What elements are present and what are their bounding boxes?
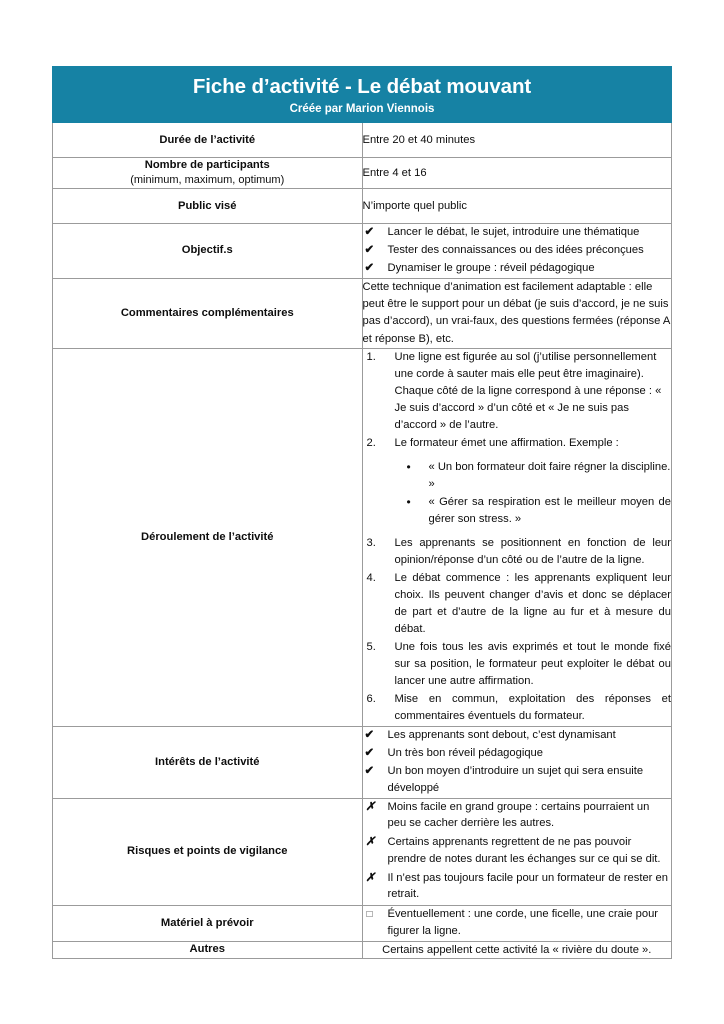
table-row [53,123,672,158]
list-item-label: Les apprenants sont debout, c’est dynamisant [387,729,616,742]
check-icon: ✔ [364,243,375,256]
row-label-objectifs: Objectif.s [53,224,363,278]
step-text: Le formateur émet une affirmation. Exemple : [394,437,619,450]
table-row-header [53,67,672,123]
list-item [363,535,672,569]
list-item-label: Il n’est pas toujours facile pour un formateur de rester en retrait. [387,871,668,901]
list-item [363,242,672,259]
deroulement-examples [395,459,672,528]
list-item-label: Dynamiser le groupe : réveil pédagogique [387,261,595,274]
list-item [363,799,672,833]
row-value-autres: Certains appellent cette activité la « rivière du doute ». [362,941,672,958]
row-label-interets: Intérêts de l’activité [53,727,363,798]
cross-icon: ✗ [365,836,376,849]
risques-list [363,799,672,904]
page-subtitle: Créée par Marion Viennois [289,102,435,115]
list-item-label: Moins facile en grand groupe : certains pourraient un peu se cacher derrière les autres. [387,800,650,830]
row-value-objectifs [362,224,672,278]
list-item [363,906,672,940]
cross-icon: ✗ [365,800,376,813]
objectifs-list [363,224,672,276]
row-label-deroulement: Déroulement de l’activité [53,348,363,726]
list-item [363,834,672,868]
step-text: Le débat commence : les apprenants expliquent leur choix. Ils peuvent changer d’avis et donc se déplacer de part et d’autre de la ligne au fur et à mesure du débat. [394,572,671,636]
table-row [53,189,672,224]
example-text: « Un bon formateur doit faire régner la discipline. » [428,461,671,491]
header-banner [53,67,672,123]
row-label-participants [53,158,363,189]
row-label-duree: Durée de l’activité [53,123,363,158]
table-row [53,348,672,726]
list-item [363,727,672,744]
check-icon: ✔ [364,747,375,760]
list-item [363,224,672,241]
activity-sheet [52,66,672,959]
list-item-label: Certains apprenants regrettent de ne pas pouvoir prendre de notes durant les échanges sur ce qui se dit. [387,836,661,865]
check-icon: ✔ [364,261,375,274]
cross-icon: ✗ [365,871,376,884]
interets-list [363,727,672,796]
row-value-materiel [362,906,672,942]
activity-table [52,66,672,959]
list-item-label: Éventuellement : une corde, une ficelle, une craie pour figurer la ligne. [387,908,659,938]
list-item [363,570,672,638]
list-item [363,763,672,797]
materiel-list [363,906,672,940]
list-item [363,349,672,434]
row-label-materiel: Matériel à prévoir [53,906,363,942]
list-item [363,639,672,690]
list-item-label: Lancer le débat, le sujet, introduire une thématique [387,226,640,239]
list-item [395,459,672,493]
row-value-duree: Entre 20 et 40 minutes [362,123,672,158]
table-row [53,906,672,942]
table-row [53,224,672,278]
step-text: Les apprenants se positionnent en fonction de leur opinion/réponse d’un côté ou de l’autre de la ligne. [394,537,671,567]
list-item-label: Un très bon réveil pédagogique [387,747,543,760]
row-label-autres: Autres [53,941,363,958]
list-item [363,691,672,725]
list-item-label: Un bon moyen d’introduire un sujet qui sera ensuite développé [387,764,644,794]
step-text: Une fois tous les avis exprimés et tout le monde fixé sur sa position, le formateur peut exploiter le débat ou lancer une autre affirmation. [394,641,671,688]
list-item [395,494,672,528]
list-item-label: Tester des connaissances ou des idées préconçues [387,243,644,256]
step-text: Une ligne est figurée au sol (j’utilise personnellement une corde à sauter mais elle peut être imaginaire). Chaque côté de la ligne correspond à une réponse : « Je suis d’accord » d’un côté et « Je ne suis pas d’accord » de l’autre. [394,350,662,432]
deroulement-steps [363,349,672,725]
list-item [363,260,672,277]
row-label-participants-main: Nombre de participants [144,159,270,172]
example-text: « Gérer sa respiration est le meilleur moyen de gérer son stress. » [428,496,671,526]
list-item [363,870,672,904]
check-icon: ✔ [364,729,375,742]
commentaires-paragraph: Cette technique d’animation est facilement adaptable : elle peut être le support pour un débat (je suis d’accord, je ne suis pas d’accord), un vrai-faux, des questions fermées (réponse A et réponse B), etc. [362,280,670,345]
table-row [53,727,672,798]
row-value-commentaires [362,278,672,348]
list-item [363,435,672,528]
checkbox-icon: □ [366,909,373,921]
list-item [363,745,672,762]
check-icon: ✔ [364,764,375,777]
check-icon: ✔ [364,226,375,239]
row-label-risques: Risques et points de vigilance [53,798,363,906]
row-value-deroulement [362,348,672,726]
row-value-interets [362,727,672,798]
step-text: Mise en commun, exploitation des réponses et commentaires éventuels du formateur. [394,693,671,723]
row-value-risques [362,798,672,906]
row-value-public: N’importe quel public [362,189,672,224]
table-row [53,278,672,348]
page-title: Fiche d’activité - Le débat mouvant [192,75,532,98]
table-row [53,941,672,958]
row-value-participants: Entre 4 et 16 [362,158,672,189]
table-row [53,798,672,906]
row-label-participants-sub: (minimum, maximum, optimum) [130,174,285,187]
row-label-commentaires: Commentaires complémentaires [53,278,363,348]
row-label-public: Public visé [53,189,363,224]
table-row [53,158,672,189]
